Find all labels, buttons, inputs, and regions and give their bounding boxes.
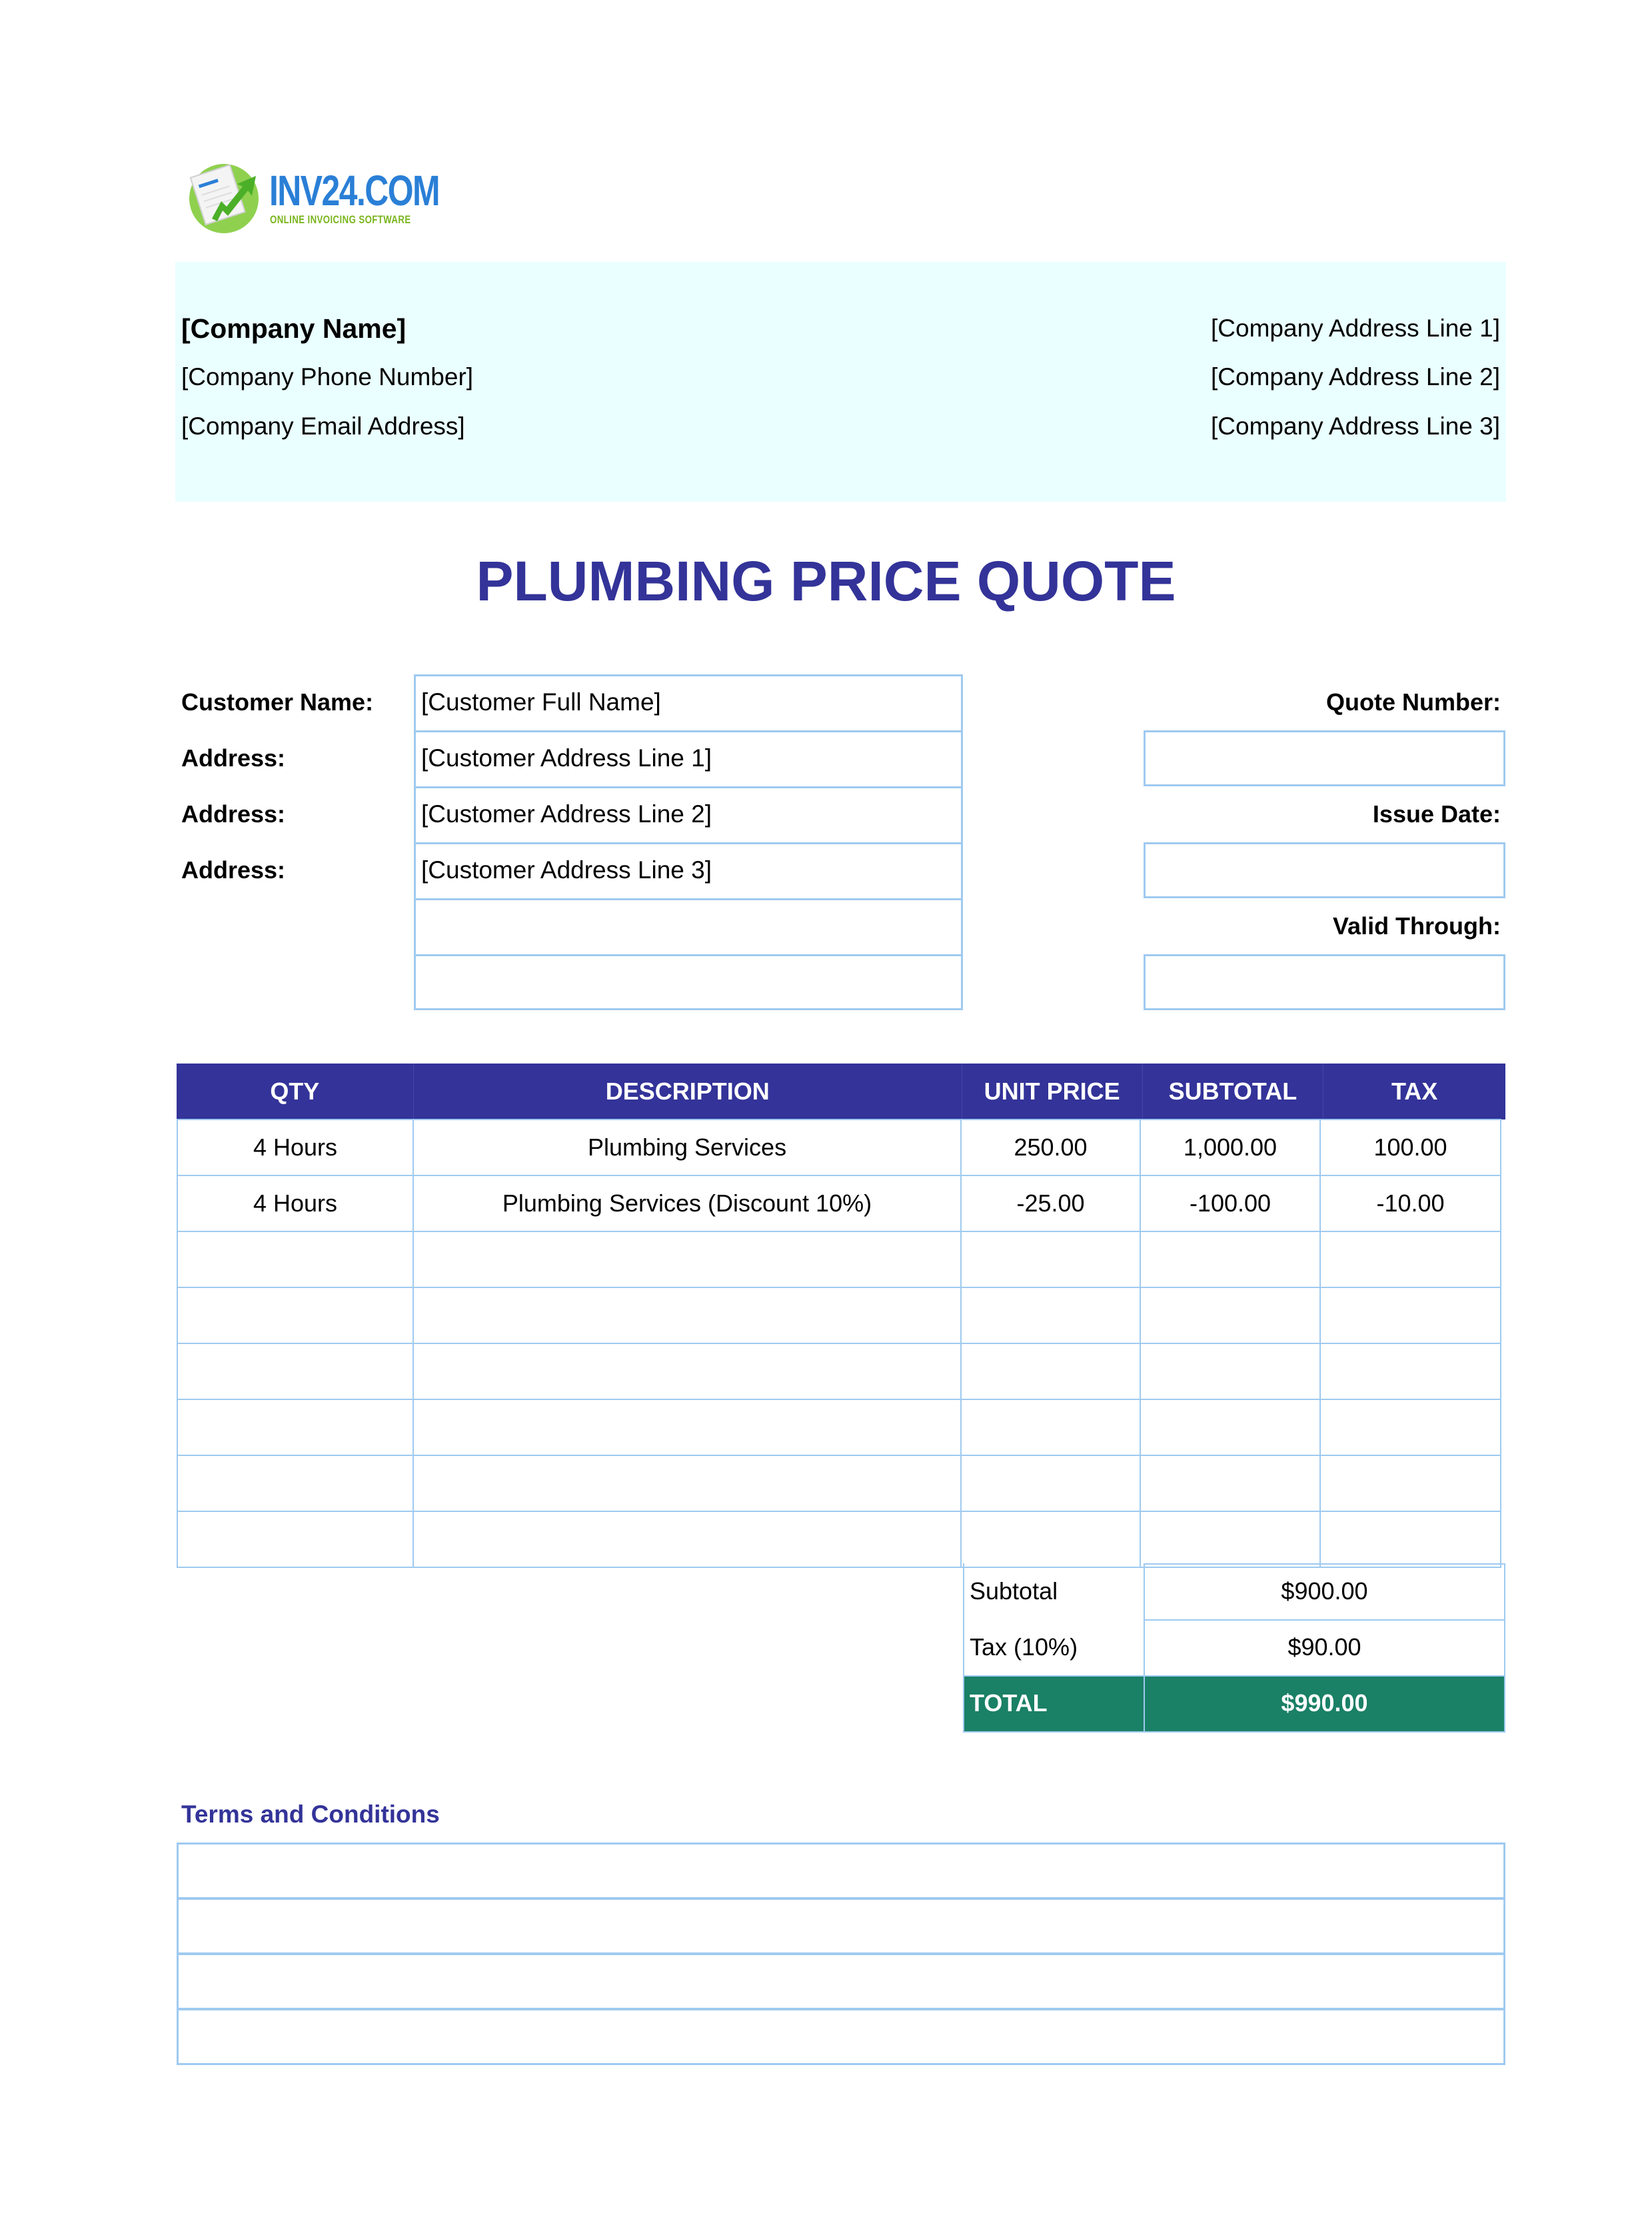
description-cell[interactable] (413, 1287, 962, 1344)
column-header-qty: QTY (177, 1064, 414, 1119)
tax-cell[interactable] (1319, 1511, 1501, 1568)
company-logo (187, 157, 440, 235)
unit-price-cell[interactable] (960, 1455, 1141, 1512)
customer-name-label: Customer Name: (181, 688, 374, 716)
customer-name-field[interactable]: [Customer Full Name] (414, 674, 963, 732)
customer-extra-field-2[interactable] (414, 954, 963, 1010)
logo-tagline: ONLINE INVOICING SOFTWARE (270, 213, 411, 226)
table-row (177, 1176, 1505, 1232)
table-row (177, 1512, 1505, 1568)
description-cell[interactable] (413, 1231, 962, 1288)
total-value: $990.00 (1144, 1675, 1505, 1733)
address-label-2: Address: (181, 800, 286, 828)
subtotal-cell[interactable]: 1,000.00 (1140, 1119, 1321, 1176)
terms-line-field[interactable] (177, 1843, 1505, 1899)
subtotal-cell[interactable] (1140, 1287, 1321, 1344)
subtotal-label: Subtotal (963, 1563, 1145, 1621)
unit-price-cell[interactable] (960, 1287, 1141, 1344)
terms-title: Terms and Conditions (181, 1801, 440, 1828)
terms-line-field[interactable] (177, 1953, 1505, 2010)
subtotal-cell[interactable]: -100.00 (1140, 1175, 1321, 1232)
invoice-growth-arrow-icon (187, 157, 267, 235)
subtotal-cell[interactable] (1140, 1399, 1321, 1456)
unit-price-cell[interactable] (960, 1511, 1141, 1568)
tax-cell[interactable] (1319, 1399, 1501, 1456)
customer-address-1-field[interactable]: [Customer Address Line 1] (414, 730, 963, 788)
tax-cell[interactable] (1319, 1287, 1501, 1344)
tax-cell[interactable] (1319, 1231, 1501, 1288)
qty-cell[interactable] (177, 1455, 414, 1512)
company-address-line-2: [Company Address Line 2] (1211, 363, 1500, 390)
total-label: TOTAL (963, 1675, 1145, 1733)
qty-cell[interactable] (177, 1343, 414, 1400)
table-row (177, 1120, 1505, 1176)
description-cell[interactable]: Plumbing Services (Discount 10%) (413, 1175, 962, 1232)
subtotal-cell[interactable] (1140, 1511, 1321, 1568)
subtotal-cell[interactable] (1140, 1455, 1321, 1512)
subtotal-value: $900.00 (1144, 1563, 1505, 1621)
table-row (177, 1400, 1505, 1456)
page-title: PLUMBING PRICE QUOTE (476, 550, 1176, 612)
customer-address-3-field[interactable]: [Customer Address Line 3] (414, 842, 963, 900)
quote-number-label: Quote Number: (1325, 688, 1501, 716)
items-table-header (177, 1064, 1505, 1119)
company-phone: [Company Phone Number] (181, 363, 474, 390)
qty-cell[interactable]: 4 Hours (177, 1119, 414, 1176)
valid-through-field[interactable] (1144, 954, 1505, 1010)
qty-cell[interactable] (177, 1287, 414, 1344)
terms-line-field[interactable] (177, 2008, 1505, 2065)
tax-cell[interactable] (1319, 1343, 1501, 1400)
issue-date-field[interactable] (1144, 842, 1505, 898)
unit-price-cell[interactable]: 250.00 (960, 1119, 1141, 1176)
unit-price-cell[interactable] (960, 1343, 1141, 1400)
customer-extra-field-1[interactable] (414, 898, 963, 956)
description-cell[interactable]: Plumbing Services (413, 1119, 962, 1176)
description-cell[interactable] (413, 1399, 962, 1456)
column-header-tax: TAX (1391, 1078, 1438, 1105)
table-row (177, 1456, 1505, 1512)
column-header-subtotal: SUBTOTAL (1143, 1064, 1324, 1119)
description-cell[interactable] (413, 1455, 962, 1512)
qty-cell[interactable] (177, 1511, 414, 1568)
column-header-description: DESCRIPTION (414, 1064, 962, 1119)
unit-price-cell[interactable] (960, 1231, 1141, 1288)
company-email: [Company Email Address] (181, 412, 465, 440)
address-label-1: Address: (181, 744, 286, 772)
description-cell[interactable] (413, 1343, 962, 1400)
company-header (175, 262, 1506, 502)
qty-cell[interactable] (177, 1399, 414, 1456)
table-row (177, 1288, 1505, 1344)
tax-cell[interactable]: -10.00 (1319, 1175, 1501, 1232)
company-address-line-3: [Company Address Line 3] (1211, 412, 1500, 440)
tax-cell[interactable] (1319, 1455, 1501, 1512)
table-row (177, 1344, 1505, 1400)
company-address-line-1: [Company Address Line 1] (1211, 315, 1500, 342)
terms-line-field[interactable] (177, 1898, 1505, 1954)
column-header-unit-price: UNIT PRICE (962, 1064, 1143, 1119)
tax-value: $90.00 (1144, 1619, 1505, 1677)
address-label-3: Address: (181, 856, 286, 884)
issue-date-label: Issue Date: (1372, 800, 1501, 828)
qty-cell[interactable]: 4 Hours (177, 1175, 414, 1232)
description-cell[interactable] (413, 1511, 962, 1568)
valid-through-label: Valid Through: (1333, 912, 1501, 940)
unit-price-cell[interactable] (960, 1399, 1141, 1456)
tax-cell[interactable]: 100.00 (1319, 1119, 1501, 1176)
logo-wordmark: INV24.COM (269, 167, 440, 215)
company-name: [Company Name] (181, 313, 407, 344)
subtotal-cell[interactable] (1140, 1343, 1321, 1400)
qty-cell[interactable] (177, 1231, 414, 1288)
unit-price-cell[interactable]: -25.00 (960, 1175, 1141, 1232)
subtotal-cell[interactable] (1140, 1231, 1321, 1288)
quote-number-field[interactable] (1144, 730, 1505, 786)
tax-label: Tax (10%) (963, 1619, 1145, 1675)
table-row (177, 1232, 1505, 1288)
customer-address-2-field[interactable]: [Customer Address Line 2] (414, 786, 963, 844)
